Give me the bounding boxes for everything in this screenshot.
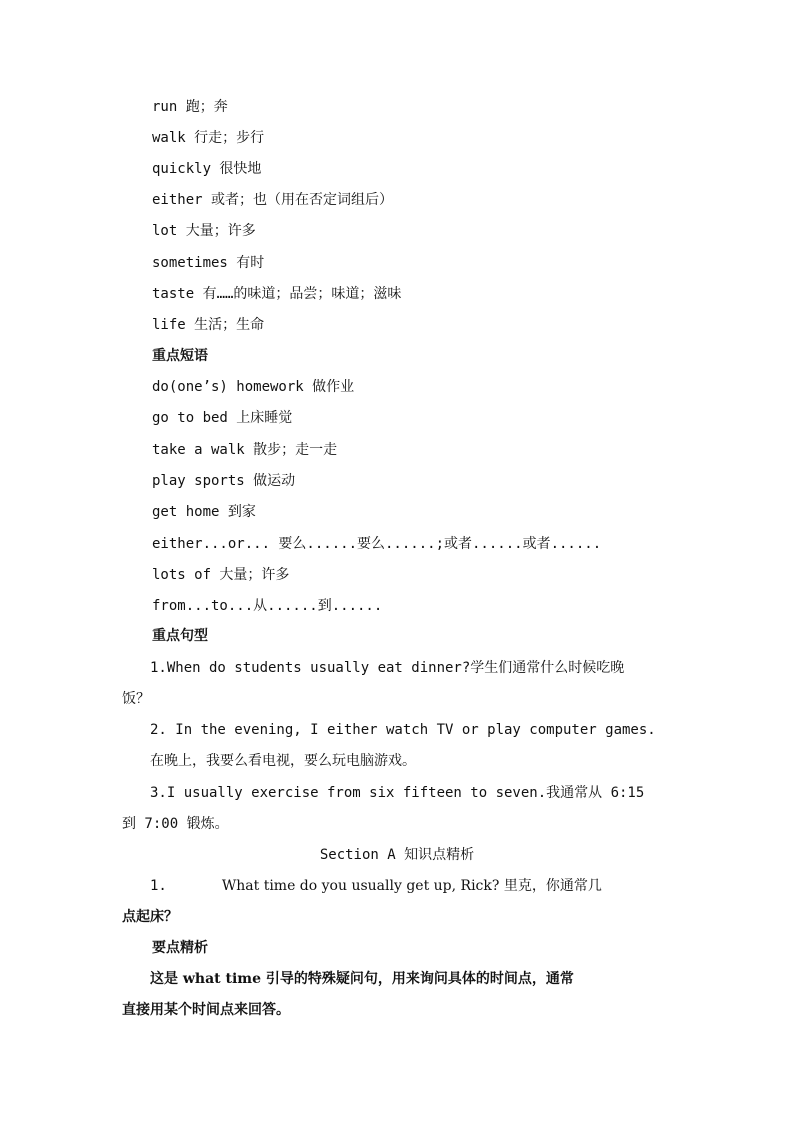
phrases-heading: 重点短语 xyxy=(152,348,208,364)
sentence-continuation: 到 7:00 锻炼。 xyxy=(122,816,229,832)
sentence-continuation: 饭？ xyxy=(122,691,150,707)
phrase-item: take a walk 散步；走一走 xyxy=(152,442,338,458)
phrase-item: from...to...从......到...... xyxy=(152,598,383,614)
vocab-item: life 生活；生命 xyxy=(152,317,265,333)
phrase-item: do(one’s) homework 做作业 xyxy=(152,379,355,395)
phrase-item: lots of 大量；许多 xyxy=(152,567,290,583)
vocab-item: quickly 很快地 xyxy=(152,161,262,177)
sentences-heading: 重点句型 xyxy=(152,628,208,644)
analysis-continuation: 直接用某个时间点来回答。 xyxy=(122,1002,290,1018)
vocab-item: run 跑；奔 xyxy=(152,99,228,115)
point-continuation: 点起床？ xyxy=(122,909,178,925)
analysis-line: 这是 what time 引导的特殊疑问句，用来询问具体的时间点，通常 xyxy=(150,971,574,987)
point-line xyxy=(150,876,602,896)
section-title: Section A 知识点精析 xyxy=(319,847,475,863)
vocab-item: walk 行走；步行 xyxy=(152,130,265,146)
vocab-item: sometimes 有时 xyxy=(152,255,265,271)
phrase-item: play sports 做运动 xyxy=(152,473,296,489)
phrase-item: either...or... 要么......要么......;或者......或者...... xyxy=(152,536,602,552)
sentence-translation: 在晚上，我要么看电视，要么玩电脑游戏。 xyxy=(150,753,416,769)
vocab-item: either 或者；也（用在否定词组后） xyxy=(152,192,394,208)
phrase-item: go to bed 上床睡觉 xyxy=(152,410,293,426)
phrase-item: get home 到家 xyxy=(152,504,256,520)
analysis-heading: 要点精析 xyxy=(152,940,208,956)
point-number: 1. xyxy=(150,878,167,894)
sentence-line: 3.I usually exercise from six fifteen to seven.我通常从 6:15 xyxy=(150,785,645,801)
point-text: What time do you usually get up, Rick? 里克，你通常几 xyxy=(221,878,602,894)
sentence-line: 2. In the evening, I either watch TV or play computer games. xyxy=(150,722,656,738)
vocab-item: taste 有……的味道；品尝；味道；滋味 xyxy=(152,286,402,302)
vocab-item: lot 大量；许多 xyxy=(152,223,256,239)
sentence-line: 1.When do students usually eat dinner?学生们通常什么时候吃晚 xyxy=(150,660,625,676)
